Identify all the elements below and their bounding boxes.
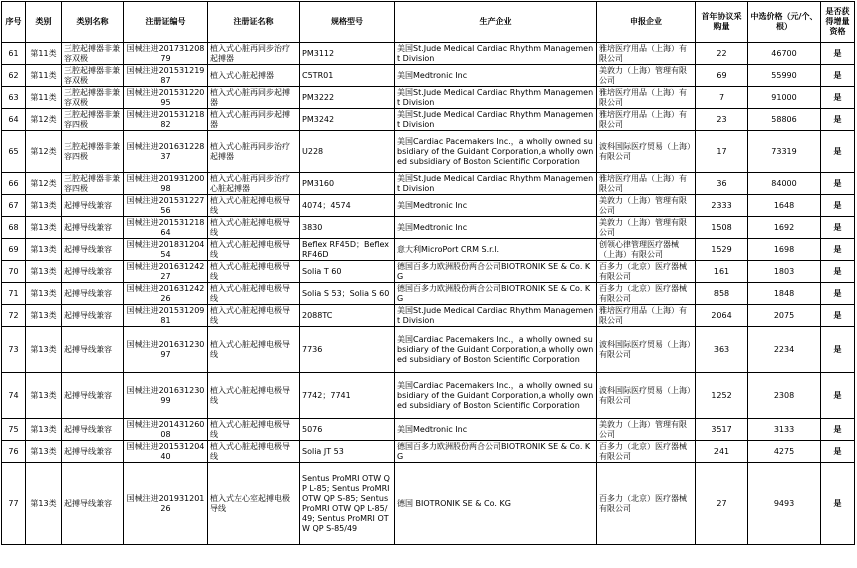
row-reg-no: 国械注进20163123097 xyxy=(124,327,208,373)
row-quantity: 27 xyxy=(696,463,748,545)
row-reg-no: 国械注进20183120454 xyxy=(124,239,208,261)
row-model: 7736 xyxy=(300,327,395,373)
row-category-name: 起搏导线兼容 xyxy=(62,283,124,305)
row-bonus: 是 xyxy=(821,305,855,327)
row-reg-no: 国械注进20193120098 xyxy=(124,173,208,195)
header-category: 类别 xyxy=(26,2,62,43)
header-reg-no: 注册证编号 xyxy=(124,2,208,43)
row-reg-name: 植入式心脏再同步治疗心脏起搏器 xyxy=(208,173,300,195)
row-no: 65 xyxy=(2,131,26,173)
header-applicant: 申报企业 xyxy=(597,2,696,43)
row-reg-name: 植入式左心室起搏电极导线 xyxy=(208,463,300,545)
row-reg-name: 植入式心脏起搏电极导线 xyxy=(208,327,300,373)
row-price: 1692 xyxy=(748,217,821,239)
row-manufacturer: 美国Cardiac Pacemakers Inc.，a wholly owned subsidiary of the Guidant Corporation,a wholly owned subsidiary of Boston Scientific Corporation xyxy=(395,327,597,373)
row-manufacturer: 德国 BIOTRONIK SE & Co. KG xyxy=(395,463,597,545)
row-quantity: 69 xyxy=(696,65,748,87)
row-category-name: 起搏导线兼容 xyxy=(62,327,124,373)
row-no: 74 xyxy=(2,373,26,419)
row-applicant: 雅培医疗用品（上海）有限公司 xyxy=(597,305,696,327)
row-bonus: 是 xyxy=(821,283,855,305)
row-reg-no: 国械注进20153122095 xyxy=(124,87,208,109)
row-no: 61 xyxy=(2,43,26,65)
row-category: 第13类 xyxy=(26,305,62,327)
table-row xyxy=(2,65,855,87)
row-quantity: 7 xyxy=(696,87,748,109)
table-row xyxy=(2,463,855,545)
row-no: 68 xyxy=(2,217,26,239)
row-model: PM3112 xyxy=(300,43,395,65)
row-no: 64 xyxy=(2,109,26,131)
row-model: PM3222 xyxy=(300,87,395,109)
table-row xyxy=(2,419,855,441)
row-reg-name: 植入式心脏再同步起搏器 xyxy=(208,87,300,109)
row-category: 第13类 xyxy=(26,217,62,239)
row-category: 第12类 xyxy=(26,109,62,131)
row-model: Sentus ProMRI OTW QP L-85; Sentus ProMRI OTW QP S-85; Sentus ProMRI OTW QP L-85/49; Sentus ProMRI OTW QP S-85/49 xyxy=(300,463,395,545)
header-model: 规格型号 xyxy=(300,2,395,43)
row-quantity: 2064 xyxy=(696,305,748,327)
header-reg-name: 注册证名称 xyxy=(208,2,300,43)
row-applicant: 雅培医疗用品（上海）有限公司 xyxy=(597,87,696,109)
row-reg-no: 国械注进20173120879 xyxy=(124,43,208,65)
row-reg-no: 国械注进20193120126 xyxy=(124,463,208,545)
row-applicant: 雅培医疗用品（上海）有限公司 xyxy=(597,173,696,195)
header-row xyxy=(2,2,855,43)
row-category-name: 三腔起搏器非兼容四极 xyxy=(62,131,124,173)
row-reg-no: 国械注进20153121864 xyxy=(124,217,208,239)
row-no: 71 xyxy=(2,283,26,305)
row-price: 3133 xyxy=(748,419,821,441)
row-category-name: 三腔起搏器非兼容双极 xyxy=(62,43,124,65)
header-category-name: 类别名称 xyxy=(62,2,124,43)
row-reg-name: 植入式心脏起搏电极导线 xyxy=(208,239,300,261)
row-category: 第11类 xyxy=(26,43,62,65)
row-bonus: 是 xyxy=(821,173,855,195)
row-price: 2234 xyxy=(748,327,821,373)
row-reg-name: 植入式心脏再同步治疗起搏器 xyxy=(208,131,300,173)
row-reg-no: 国械注进20153122756 xyxy=(124,195,208,217)
row-reg-no: 国械注进20153120981 xyxy=(124,305,208,327)
row-model: Solia S 53；Solia S 60 xyxy=(300,283,395,305)
row-bonus: 是 xyxy=(821,195,855,217)
row-manufacturer: 美国St.Jude Medical Cardiac Rhythm Management Division xyxy=(395,305,597,327)
row-reg-name: 植入式心脏再同步起搏器 xyxy=(208,109,300,131)
row-applicant: 波科国际医疗贸易（上海）有限公司 xyxy=(597,131,696,173)
row-category-name: 起搏导线兼容 xyxy=(62,305,124,327)
row-category-name: 三腔起搏器非兼容四极 xyxy=(62,109,124,131)
row-applicant: 百多力（北京）医疗器械有限公司 xyxy=(597,441,696,463)
row-bonus: 是 xyxy=(821,441,855,463)
row-applicant: 美敦力（上海）管理有限公司 xyxy=(597,195,696,217)
row-category: 第11类 xyxy=(26,87,62,109)
table-row xyxy=(2,195,855,217)
row-manufacturer: 美国Medtronic Inc xyxy=(395,217,597,239)
row-category: 第11类 xyxy=(26,65,62,87)
row-manufacturer: 意大利MicroPort CRM S.r.l. xyxy=(395,239,597,261)
row-model: PM3242 xyxy=(300,109,395,131)
row-category-name: 三腔起搏器非兼容双极 xyxy=(62,87,124,109)
row-quantity: 17 xyxy=(696,131,748,173)
row-no: 66 xyxy=(2,173,26,195)
row-manufacturer: 美国Medtronic Inc xyxy=(395,65,597,87)
table-row xyxy=(2,217,855,239)
row-model: 7742；7741 xyxy=(300,373,395,419)
table-row xyxy=(2,283,855,305)
row-quantity: 36 xyxy=(696,173,748,195)
row-applicant: 雅培医疗用品（上海）有限公司 xyxy=(597,109,696,131)
row-quantity: 1529 xyxy=(696,239,748,261)
row-price: 1848 xyxy=(748,283,821,305)
row-no: 63 xyxy=(2,87,26,109)
row-model: Solia T 60 xyxy=(300,261,395,283)
row-price: 84000 xyxy=(748,173,821,195)
row-bonus: 是 xyxy=(821,217,855,239)
header-manufacturer: 生产企业 xyxy=(395,2,597,43)
row-category: 第13类 xyxy=(26,327,62,373)
row-bonus: 是 xyxy=(821,327,855,373)
row-price: 2308 xyxy=(748,373,821,419)
row-bonus: 是 xyxy=(821,43,855,65)
row-quantity: 22 xyxy=(696,43,748,65)
row-reg-name: 植入式心脏起搏电极导线 xyxy=(208,419,300,441)
row-quantity: 2333 xyxy=(696,195,748,217)
row-no: 72 xyxy=(2,305,26,327)
row-no: 69 xyxy=(2,239,26,261)
row-model: 5076 xyxy=(300,419,395,441)
row-bonus: 是 xyxy=(821,131,855,173)
row-bonus: 是 xyxy=(821,463,855,545)
row-quantity: 3517 xyxy=(696,419,748,441)
header-price: 中选价格（元/个、根） xyxy=(748,2,821,43)
row-applicant: 美敦力（上海）管理有限公司 xyxy=(597,419,696,441)
row-bonus: 是 xyxy=(821,373,855,419)
table-row xyxy=(2,43,855,65)
row-applicant: 美敦力（上海）管理有限公司 xyxy=(597,217,696,239)
row-quantity: 858 xyxy=(696,283,748,305)
row-reg-no: 国械注进20153121987 xyxy=(124,65,208,87)
row-manufacturer: 美国St.Jude Medical Cardiac Rhythm Management Division xyxy=(395,43,597,65)
table-row xyxy=(2,239,855,261)
row-category: 第13类 xyxy=(26,195,62,217)
row-price: 58806 xyxy=(748,109,821,131)
row-manufacturer: 美国Cardiac Pacemakers Inc.，a wholly owned subsidiary of the Guidant Corporation,a wholly owned subsidiary of Boston Scientific Corporation xyxy=(395,131,597,173)
row-reg-name: 植入式心脏起搏电极导线 xyxy=(208,261,300,283)
row-category: 第12类 xyxy=(26,173,62,195)
row-bonus: 是 xyxy=(821,87,855,109)
row-category-name: 起搏导线兼容 xyxy=(62,261,124,283)
table-body xyxy=(2,43,855,545)
row-category-name: 起搏导线兼容 xyxy=(62,217,124,239)
row-category: 第13类 xyxy=(26,261,62,283)
row-reg-no: 国械注进20163122837 xyxy=(124,131,208,173)
row-category-name: 起搏导线兼容 xyxy=(62,419,124,441)
row-reg-name: 植入式心脏起搏电极导线 xyxy=(208,305,300,327)
row-category-name: 起搏导线兼容 xyxy=(62,239,124,261)
row-reg-no: 国械注进20163123099 xyxy=(124,373,208,419)
row-applicant: 美敦力（上海）管理有限公司 xyxy=(597,65,696,87)
row-category: 第12类 xyxy=(26,131,62,173)
row-applicant: 波科国际医疗贸易（上海）有限公司 xyxy=(597,327,696,373)
row-price: 1698 xyxy=(748,239,821,261)
row-price: 4275 xyxy=(748,441,821,463)
row-model: C5TR01 xyxy=(300,65,395,87)
row-category-name: 三腔起搏器非兼容四极 xyxy=(62,173,124,195)
row-model: U228 xyxy=(300,131,395,173)
row-category: 第13类 xyxy=(26,441,62,463)
row-price: 73319 xyxy=(748,131,821,173)
row-manufacturer: 美国Medtronic Inc xyxy=(395,195,597,217)
row-manufacturer: 美国St.Jude Medical Cardiac Rhythm Management Division xyxy=(395,109,597,131)
row-reg-name: 植入式心脏再同步治疗起搏器 xyxy=(208,43,300,65)
row-category: 第13类 xyxy=(26,239,62,261)
row-reg-name: 植入式心脏起搏器 xyxy=(208,65,300,87)
table-row xyxy=(2,173,855,195)
row-reg-no: 国械注进20163124226 xyxy=(124,283,208,305)
header-no: 序号 xyxy=(2,2,26,43)
row-reg-no: 国械注进20153121882 xyxy=(124,109,208,131)
row-price: 9493 xyxy=(748,463,821,545)
row-reg-no: 国械注进20153120440 xyxy=(124,441,208,463)
row-no: 73 xyxy=(2,327,26,373)
row-reg-no: 国械注进20143126008 xyxy=(124,419,208,441)
row-applicant: 波科国际医疗贸易（上海）有限公司 xyxy=(597,373,696,419)
row-category: 第13类 xyxy=(26,373,62,419)
row-price: 55990 xyxy=(748,65,821,87)
row-no: 70 xyxy=(2,261,26,283)
table-row xyxy=(2,109,855,131)
table-row xyxy=(2,373,855,419)
row-applicant: 百多力（北京）医疗器械有限公司 xyxy=(597,283,696,305)
row-price: 2075 xyxy=(748,305,821,327)
row-price: 1648 xyxy=(748,195,821,217)
row-bonus: 是 xyxy=(821,261,855,283)
row-model: 4074；4574 xyxy=(300,195,395,217)
row-category-name: 起搏导线兼容 xyxy=(62,373,124,419)
row-applicant: 雅培医疗用品（上海）有限公司 xyxy=(597,43,696,65)
row-no: 62 xyxy=(2,65,26,87)
row-category-name: 起搏导线兼容 xyxy=(62,195,124,217)
row-quantity: 1508 xyxy=(696,217,748,239)
row-quantity: 1252 xyxy=(696,373,748,419)
row-bonus: 是 xyxy=(821,239,855,261)
table-row xyxy=(2,131,855,173)
row-reg-name: 植入式心脏起搏电极导线 xyxy=(208,441,300,463)
table-row xyxy=(2,87,855,109)
row-price: 91000 xyxy=(748,87,821,109)
row-bonus: 是 xyxy=(821,109,855,131)
row-applicant: 百多力（北京）医疗器械有限公司 xyxy=(597,463,696,545)
row-model: 2088TC xyxy=(300,305,395,327)
row-applicant: 百多力（北京）医疗器械有限公司 xyxy=(597,261,696,283)
row-no: 67 xyxy=(2,195,26,217)
row-manufacturer: 美国St.Jude Medical Cardiac Rhythm Management Division xyxy=(395,173,597,195)
row-category-name: 起搏导线兼容 xyxy=(62,463,124,545)
row-quantity: 363 xyxy=(696,327,748,373)
row-bonus: 是 xyxy=(821,419,855,441)
header-quantity: 首年协议采购量 xyxy=(696,2,748,43)
table-row xyxy=(2,327,855,373)
row-quantity: 241 xyxy=(696,441,748,463)
row-reg-name: 植入式心脏起搏电极导线 xyxy=(208,217,300,239)
row-category: 第13类 xyxy=(26,463,62,545)
row-model: 3830 xyxy=(300,217,395,239)
row-quantity: 23 xyxy=(696,109,748,131)
row-reg-name: 植入式心脏起搏电极导线 xyxy=(208,195,300,217)
row-price: 1803 xyxy=(748,261,821,283)
row-quantity: 161 xyxy=(696,261,748,283)
row-price: 46700 xyxy=(748,43,821,65)
row-manufacturer: 美国St.Jude Medical Cardiac Rhythm Management Division xyxy=(395,87,597,109)
table-row xyxy=(2,441,855,463)
row-no: 76 xyxy=(2,441,26,463)
row-manufacturer: 德国百多力欧洲股份两合公司BIOTRONIK SE & Co. KG xyxy=(395,441,597,463)
row-category: 第13类 xyxy=(26,283,62,305)
table-row xyxy=(2,261,855,283)
procurement-table xyxy=(1,1,855,545)
row-applicant: 创领心律管理医疗器械（上海）有限公司 xyxy=(597,239,696,261)
row-no: 77 xyxy=(2,463,26,545)
row-category-name: 三腔起搏器非兼容双极 xyxy=(62,65,124,87)
header-bonus: 是否获得增量资格 xyxy=(821,2,855,43)
row-model: Solia JT 53 xyxy=(300,441,395,463)
row-model: PM3160 xyxy=(300,173,395,195)
row-reg-name: 植入式心脏起搏电极导线 xyxy=(208,373,300,419)
table-row xyxy=(2,305,855,327)
row-model: Beflex RF45D；Beflex RF46D xyxy=(300,239,395,261)
row-no: 75 xyxy=(2,419,26,441)
row-manufacturer: 美国Medtronic Inc xyxy=(395,419,597,441)
row-category: 第13类 xyxy=(26,419,62,441)
row-category-name: 起搏导线兼容 xyxy=(62,441,124,463)
row-reg-name: 植入式心脏起搏电极导线 xyxy=(208,283,300,305)
row-manufacturer: 德国百多力欧洲股份两合公司BIOTRONIK SE & Co. KG xyxy=(395,283,597,305)
row-manufacturer: 德国百多力欧洲股份两合公司BIOTRONIK SE & Co. KG xyxy=(395,261,597,283)
row-manufacturer: 美国Cardiac Pacemakers Inc.，a wholly owned subsidiary of the Guidant Corporation,a wholly owned subsidiary of Boston Scientific Corporation xyxy=(395,373,597,419)
row-reg-no: 国械注进20163124227 xyxy=(124,261,208,283)
row-bonus: 是 xyxy=(821,65,855,87)
